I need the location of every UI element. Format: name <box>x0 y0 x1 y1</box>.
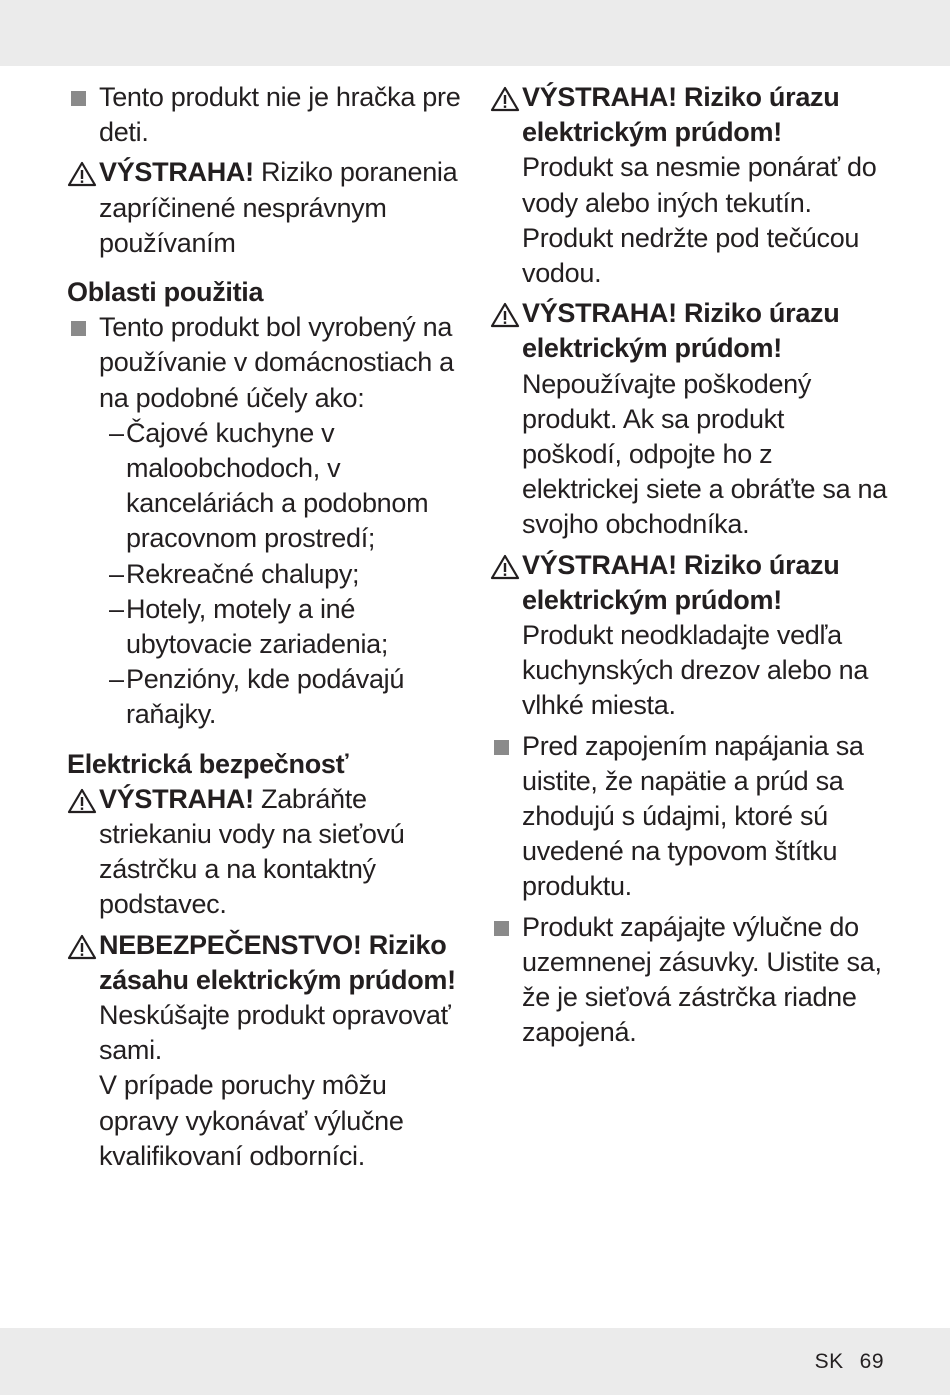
warning-block <box>67 155 467 261</box>
list-item <box>67 310 467 416</box>
right-column <box>490 80 890 1050</box>
footer-band <box>0 1328 950 1395</box>
page-number: 69 <box>859 1350 884 1373</box>
square-bullet-icon <box>494 740 509 755</box>
warning-text: Produkt sa nesmie ponárať do vody alebo iných tekutín. Produkt nedržte pod tečúcou vodou. <box>522 152 877 289</box>
item-text: Tento produkt nie je hračka pre deti. <box>99 82 461 148</box>
warning-block <box>490 296 890 542</box>
list-item <box>490 910 890 1051</box>
section-heading-usage: Oblasti použitia <box>67 277 264 308</box>
square-bullet-icon <box>71 321 86 336</box>
square-bullet-icon <box>494 921 509 936</box>
sub-list-item: – Hotely, motely a iné ubytovacie zariadenia; <box>109 593 389 660</box>
warning-label: VÝSTRAHA! <box>99 783 254 814</box>
warning-triangle-icon <box>490 86 520 112</box>
warning-text: Nepoužívajte poškodený produkt. Ak sa produkt poškodí, odpojte ho z elektrickej siete a obráťte sa na svojho obchodníka. <box>522 368 887 540</box>
warning-block <box>490 80 890 291</box>
list-item <box>490 729 890 905</box>
sub-list-item: – Čajové kuchyne v maloobchodoch, v kanceláriách a podobnom pracovnom prostredí; <box>109 417 429 554</box>
header-band <box>0 0 950 66</box>
warning-label: VÝSTRAHA! Riziko úrazu elektrickým prúdom! <box>522 298 840 364</box>
page-footer <box>815 1350 884 1374</box>
warning-triangle-icon <box>67 161 97 187</box>
danger-label: NEBEZPEČENSTVO! Riziko zásahu elektrickým prúdom! <box>99 929 456 995</box>
warning-text: Produkt neodkladajte vedľa kuchynských drezov alebo na vlhké miesta. <box>522 620 869 721</box>
danger-text-2: V prípade poruchy môžu opravy vykonávať výlučne kvalifikovaní odborníci. <box>99 1070 404 1171</box>
item-text: Pred zapojením napájania sa uistite, že napätie a prúd sa zhodujú s údajmi, ktoré sú uvedené na typovom štítku produktu. <box>522 730 864 902</box>
danger-text-1: Neskúšajte produkt opravovať sami. <box>99 1000 451 1066</box>
footer-language: SK <box>814 1350 844 1373</box>
warning-triangle-icon <box>490 554 520 580</box>
warning-block <box>67 782 467 923</box>
warning-block <box>490 548 890 724</box>
warning-triangle-icon <box>67 934 97 960</box>
danger-block <box>67 928 467 1174</box>
sub-list-item: – Penzióny, kde podávajú raňajky. <box>109 664 405 730</box>
item-text: Produkt zapájajte výlučne do uzemnenej zásuvky. Uistite sa, že je sieťová zástrčka riadne zapojená. <box>522 911 882 1048</box>
sub-list-item: – Rekreačné chalupy; <box>109 558 360 589</box>
item-text: Tento produkt bol vyrobený na používanie v domácnostiach a na podobné účely ako: <box>99 312 454 413</box>
left-column <box>67 80 467 1174</box>
section-heading-safety: Elektrická bezpečnosť <box>67 748 349 779</box>
square-bullet-icon <box>71 91 86 106</box>
warning-text: Riziko poranenia zapríčinené nesprávnym používaním <box>99 157 458 258</box>
list-item <box>67 80 467 150</box>
warning-label: VÝSTRAHA! <box>99 157 254 188</box>
warning-triangle-icon <box>67 788 97 814</box>
warning-triangle-icon <box>490 302 520 328</box>
warning-label: VÝSTRAHA! Riziko úrazu elektrickým prúdom! <box>522 82 840 148</box>
warning-label: VÝSTRAHA! Riziko úrazu elektrickým prúdom! <box>522 549 840 615</box>
warning-text: Zabráňte striekaniu vody na sieťovú zástrčku a na kontaktný podstavec. <box>99 783 405 920</box>
